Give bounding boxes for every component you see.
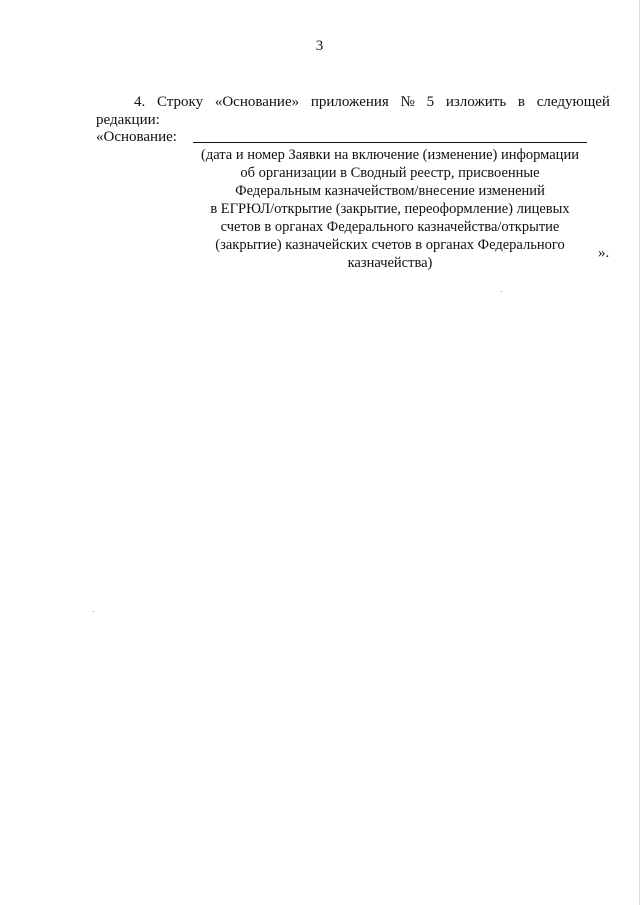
basis-fill-line [193, 142, 587, 143]
paragraph-word: № [400, 94, 415, 110]
caption-line: об организации в Сводный реестр, присвоенные [240, 165, 540, 181]
caption-line: (закрытие) казначейских счетов в органах Федерального [215, 237, 565, 253]
caption-line: (дата и номер Заявки на включение (изменение) информации [201, 147, 579, 163]
paragraph-word: 5 [426, 94, 435, 110]
paragraph-number: 4. [134, 94, 146, 110]
scan-speck [501, 291, 502, 292]
closing-quote: ». [598, 245, 610, 261]
caption-line: в ЕГРЮЛ/открытие (закрытие, переоформление) лицевых [210, 201, 570, 217]
caption-line: казначейства) [347, 255, 433, 271]
page-number: 3 [315, 38, 324, 54]
basis-label: «Основание: [96, 129, 177, 145]
paragraph-word: изложить [445, 94, 507, 110]
scan-speck [93, 611, 94, 612]
paragraph-word: Строку [156, 94, 204, 110]
paragraph-word: «Основание» [214, 94, 300, 110]
paragraph-4 [96, 93, 610, 129]
paragraph-first-line [96, 93, 610, 111]
paragraph-word: следующей [536, 94, 610, 110]
paragraph-word: приложения [310, 94, 389, 110]
caption-line: счетов в органах Федерального казначейства/открытие [220, 219, 560, 235]
paragraph-continuation: редакции: [96, 112, 160, 128]
paragraph-word: в [517, 94, 526, 110]
basis-caption [193, 146, 587, 272]
caption-line: Федеральным казначейством/внесение изменений [235, 183, 545, 199]
